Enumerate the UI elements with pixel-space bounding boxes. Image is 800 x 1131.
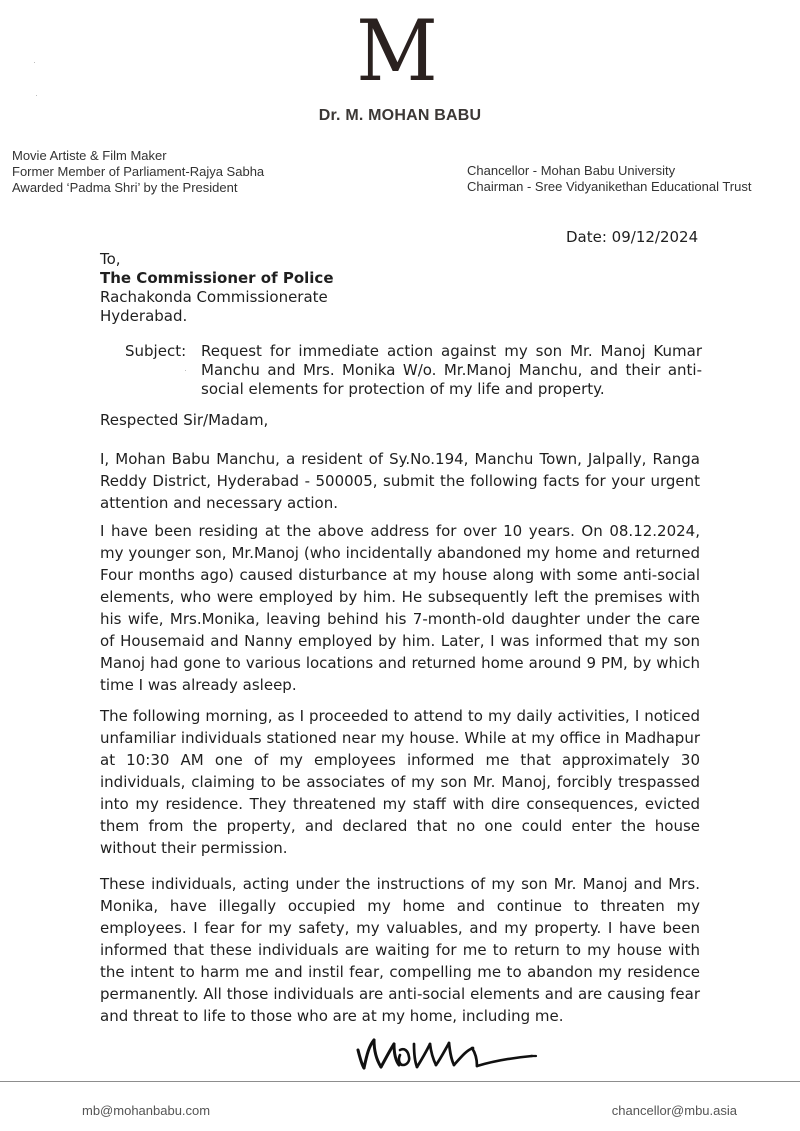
body-paragraph-3: The following morning, as I proceeded to attend to my daily activities, I noticed unfamiliar individuals stationed near my house. While at my office in Madhapur at 10:30 AM one of my employees informed me that approximately 30 individuals, claiming to be associates of my son Mr. Manoj, forcibly trespassed into my residence. They threatened my staff with dire consequences, evicted them from the property, and declared that no one could enter the house without their permission. bbox=[100, 707, 700, 857]
footer-email-left: mb@mohanbabu.com bbox=[82, 1103, 211, 1118]
credential-line: Former Member of Parliament-Rajya Sabha bbox=[12, 164, 265, 179]
salutation: Respected Sir/Madam, bbox=[100, 411, 269, 429]
left-credentials bbox=[12, 148, 342, 196]
signature bbox=[350, 1030, 540, 1075]
date-text: Date: 09/12/2024 bbox=[566, 228, 699, 246]
body-paragraph-4: These individuals, acting under the instructions of my son Mr. Manoj and Mrs. Monika, have illegally occupied my home and continue to threaten my employees. I fear for my safety, my valuables, and my property. I have been informed that these individuals are waiting for me to return to my house with the intent to harm me and instil fear, compelling me to abandon my residence permanently. All those individuals are anti-social elements and are causing fear and threat to life to those who are at my home, including me. bbox=[100, 875, 700, 1025]
subject-text: Request for immediate action against my son Mr. Manoj Kumar Manchu and Mrs. Monika W/o. Mr.Manoj Manchu, and their anti-social elements for protection of my life and property. bbox=[201, 342, 702, 398]
letterhead bbox=[0, 0, 800, 210]
position-line: Chairman - Sree Vidyanikethan Educational Trust bbox=[467, 179, 752, 194]
scan-speck bbox=[185, 370, 186, 371]
letter-date bbox=[566, 228, 726, 246]
recipient-city: Hyderabad. bbox=[100, 307, 188, 325]
position-line: Chancellor - Mohan Babu University bbox=[467, 163, 676, 178]
monogram-logo: M bbox=[356, 2, 438, 100]
scan-speck bbox=[36, 95, 37, 96]
recipient-office: Rachakonda Commissionerate bbox=[100, 288, 328, 306]
body-paragraph-1: I, Mohan Babu Manchu, a resident of Sy.No.194, Manchu Town, Jalpally, Ranga Reddy District, Hyderabad - 500005, submit the following facts for your urgent attention and necessary action. bbox=[100, 450, 700, 512]
credential-line: Awarded ‘Padma Shri’ by the President bbox=[12, 180, 238, 195]
to-line: To, bbox=[100, 250, 121, 268]
body-paragraph-2: I have been residing at the above address for over 10 years. On 08.12.2024, my younger son, Mr.Manoj (who incidentally abandoned my home and returned Four months ago) caused disturbance at my house along with some anti-social elements, who were employed by him. He subsequently left the premises with his wife, Mrs.Monika, leaving behind his 7-month-old daughter under the care of Housemaid and Nanny employed by him. Later, I was informed that my son Manoj had gone to various locations and returned home around 9 PM, by which time I was already asleep. bbox=[100, 522, 700, 694]
footer-divider bbox=[0, 1081, 800, 1082]
footer-email-right: chancellor@mbu.asia bbox=[611, 1103, 737, 1118]
credential-line: Movie Artiste & Film Maker bbox=[12, 148, 167, 163]
right-credentials bbox=[467, 163, 787, 195]
recipient-title: The Commissioner of Police bbox=[100, 269, 334, 287]
recipient-block bbox=[100, 250, 500, 326]
scan-speck bbox=[34, 62, 35, 63]
author-name: Dr. M. MOHAN BABU bbox=[318, 107, 482, 124]
subject-label: Subject: bbox=[125, 342, 187, 360]
